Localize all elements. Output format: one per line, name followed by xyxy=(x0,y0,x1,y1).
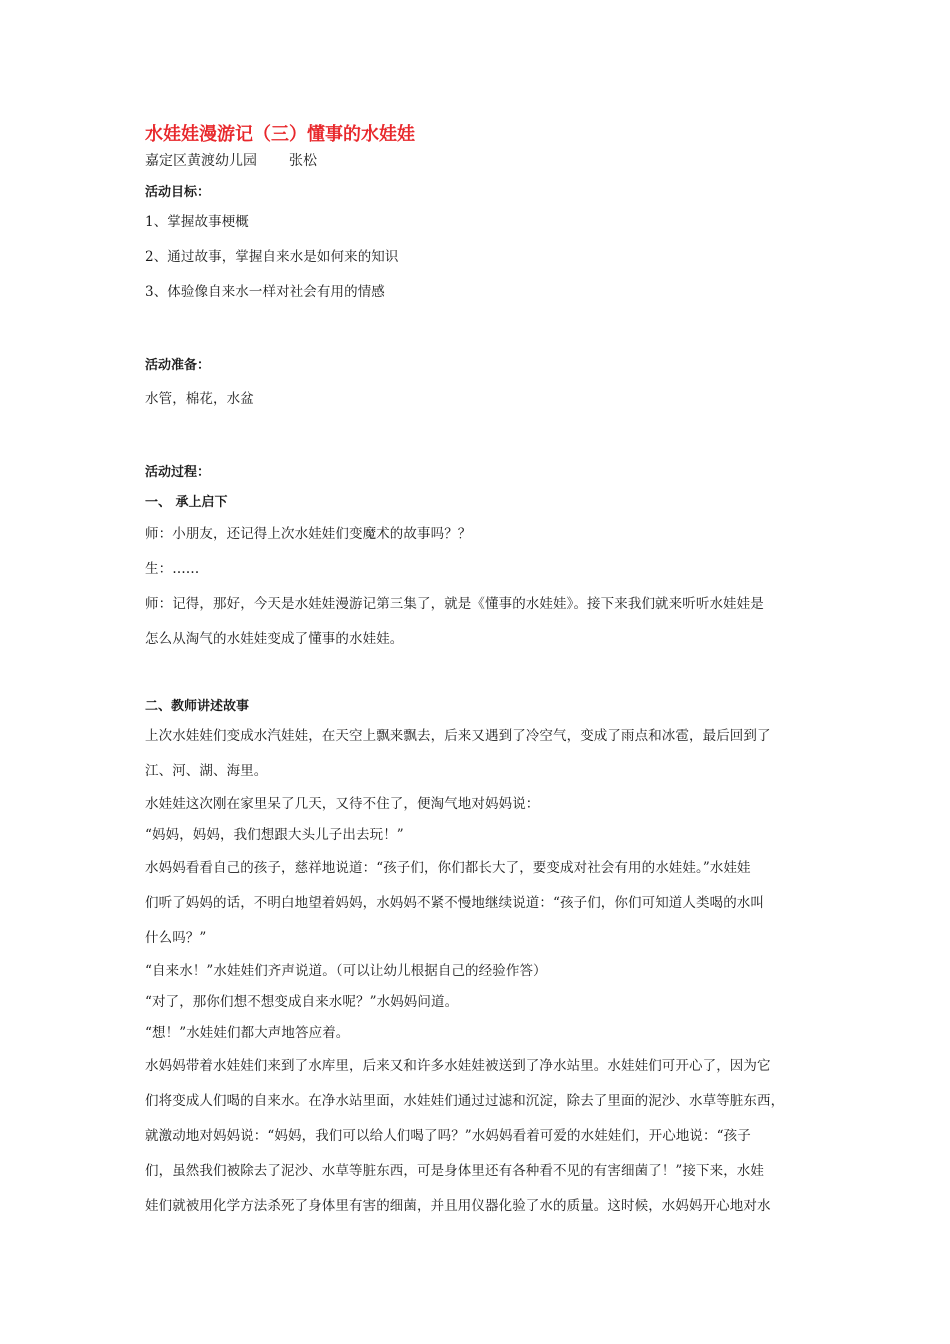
prep-heading: 活动准备： xyxy=(145,358,211,373)
story-line: “自来水！”水娃娃们齐声说道。（可以让幼儿根据自己的经验作答） xyxy=(145,963,547,979)
author-name: 张松 xyxy=(289,153,317,169)
story-line: “妈妈，妈妈，我们想跟大头儿子出去玩！” xyxy=(145,827,404,843)
section2-heading: 二、教师讲述故事 xyxy=(145,699,250,714)
author-line xyxy=(145,150,810,172)
story-line: 们将变成人们喝的自来水。在净水站里面，水娃娃们通过过滤和沉淀，除去了里面的泥沙、水草等脏东西， xyxy=(145,1093,785,1109)
story-line: 什么吗？” xyxy=(145,930,207,946)
dialogue-line: 生：…… xyxy=(145,561,200,577)
goal-item: 3、体验像自来水一样对社会有用的情感 xyxy=(145,284,385,300)
story-line: 们听了妈妈的话，不明白地望着妈妈，水妈妈不紧不慢地继续说道：“孩子们，你们可知道人类喝的水叫 xyxy=(145,895,764,911)
section2-body xyxy=(145,719,810,1224)
document-title: 水娃娃漫游记（三）懂事的水娃娃 xyxy=(145,124,415,145)
document-page xyxy=(145,122,810,1224)
story-line: 上次水娃娃们变成水汽娃娃，在天空上飘来飘去，后来又遇到了冷空气，变成了雨点和冰雹，最后回到了 xyxy=(145,728,771,744)
dialogue-line: 怎么从淘气的水娃娃变成了懂事的水娃娃。 xyxy=(145,631,404,647)
dialogue-line: 师：小朋友，还记得上次水娃娃们变魔术的故事吗？？ xyxy=(145,526,472,542)
section1-heading: 一、 承上启下 xyxy=(145,495,228,510)
story-line: 水妈妈带着水娃娃们来到了水库里，后来又和许多水娃娃被送到了净水站里。水娃娃们可开心了，因为它 xyxy=(145,1058,771,1074)
goal-item: 1、掌握故事梗概 xyxy=(145,214,249,230)
prep-text: 水管，棉花，水盆 xyxy=(145,391,254,407)
story-line: 娃们就被用化学方法杀死了身体里有害的细菌，并且用仪器化验了水的质量。这时候，水妈妈开心地对水 xyxy=(145,1198,771,1214)
author-school: 嘉定区黄渡幼儿园 xyxy=(145,153,257,169)
story-line: “对了，那你们想不想变成自来水呢？”水妈妈问道。 xyxy=(145,994,459,1010)
story-line: 们，虽然我们被除去了泥沙、水草等脏东西，可是身体里还有各种看不见的有害细菌了！”接下来，水娃 xyxy=(145,1163,764,1179)
section1-body xyxy=(145,517,810,657)
goals-list xyxy=(145,205,810,310)
story-line: 就激动地对妈妈说：“妈妈，我们可以给人们喝了吗？”水妈妈看着可爱的水娃娃们，开心地说：“孩子 xyxy=(145,1128,751,1144)
story-line: “想！”水娃娃们都大声地答应着。 xyxy=(145,1025,350,1041)
story-line: 水娃娃这次刚在家里呆了几天，又待不住了，便淘气地对妈妈说： xyxy=(145,796,540,812)
goals-heading: 活动目标： xyxy=(145,185,211,200)
dialogue-line: 师：记得，那好，今天是水娃娃漫游记第三集了，就是《懂事的水娃娃》。接下来我们就来听听水娃娃是 xyxy=(145,596,764,612)
story-line: 水妈妈看看自己的孩子，慈祥地说道：“孩子们，你们都长大了，要变成对社会有用的水娃娃。”水娃娃 xyxy=(145,860,751,876)
story-line: 江、河、湖、海里。 xyxy=(145,763,268,779)
goal-item: 2、通过故事，掌握自来水是如何来的知识 xyxy=(145,249,399,265)
process-heading: 活动过程： xyxy=(145,465,211,480)
